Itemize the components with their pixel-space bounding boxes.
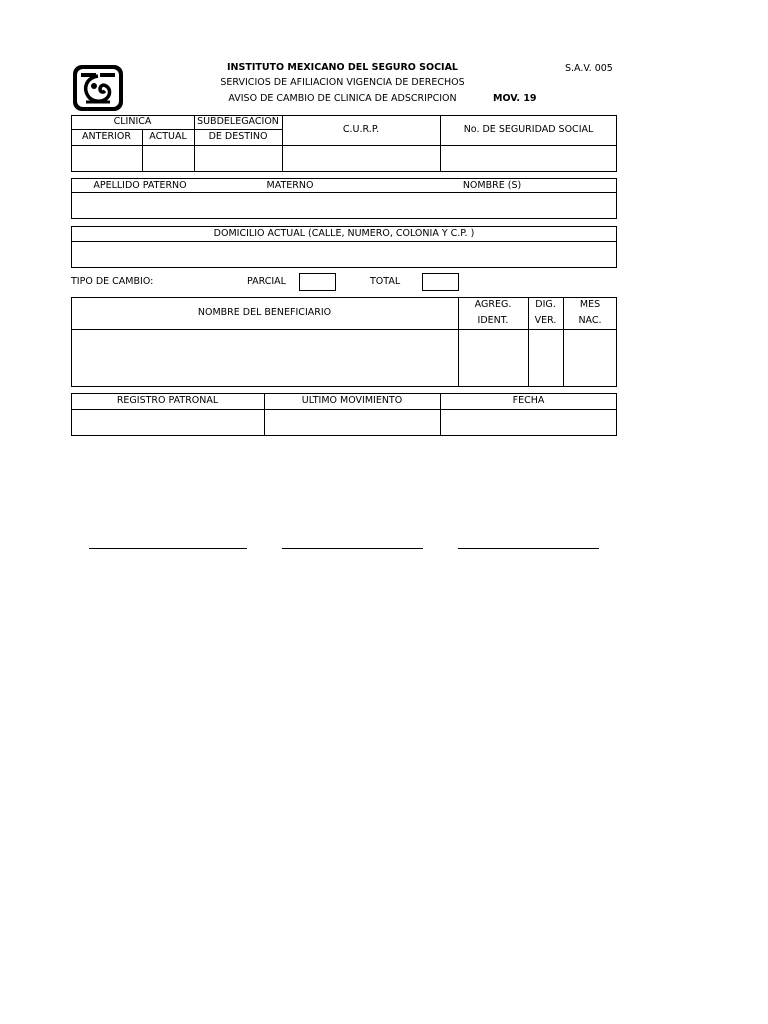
form-title: AVISO DE CAMBIO DE CLINICA DE ADSCRIPCION [228,93,457,104]
beneficiario-field[interactable] [72,330,457,386]
movement-code: MOV. 19 [493,93,537,104]
dig-header: DIG. [535,299,556,310]
registro-header: REGISTRO PATRONAL [116,395,219,406]
signature-line-2[interactable] [282,548,423,549]
signature-line-3[interactable] [458,548,599,549]
mes-header: MES [579,299,601,310]
parcial-label: PARCIAL [247,276,286,287]
materno-header: MATERNO [266,180,314,191]
subdelegacion-header: SUBDELEGACION [197,116,279,127]
fecha-header: FECHA [512,395,545,406]
clinica-actual-field[interactable] [143,146,193,171]
nombre-completo-field[interactable] [72,193,616,218]
clinica-header: CLINICA [113,116,152,127]
nss-field[interactable] [441,146,616,171]
fecha-field[interactable] [441,410,616,435]
institution-name: INSTITUTO MEXICANO DEL SEGURO SOCIAL [227,62,458,73]
nombre-header: NOMBRE (S) [462,180,522,191]
ultimo-field[interactable] [265,410,439,435]
tipo-cambio-label: TIPO DE CAMBIO: [71,276,154,287]
apellido-paterno-header: APELLIDO PATERNO [93,180,187,191]
mes-field[interactable] [564,330,616,386]
parcial-checkbox[interactable] [299,273,336,291]
total-checkbox[interactable] [422,273,459,291]
domicilio-field[interactable] [72,242,616,267]
registro-field[interactable] [72,410,263,435]
form-code: S.A.V. 005 [565,63,613,74]
beneficiario-header: NOMBRE DEL BENEFICIARIO [197,307,332,318]
agreg-header-line2: IDENT. [477,315,509,326]
agreg-field[interactable] [459,330,527,386]
clinica-anterior-field[interactable] [72,146,141,171]
dig-header-line2: VER. [534,315,557,326]
curp-header: C.U.R.P. [342,124,380,135]
domicilio-header: DOMICILIO ACTUAL (CALLE, NUMERO, COLONIA Y C.P. ) [213,228,475,239]
ultimo-header: ULTIMO MOVIMIENTO [301,395,403,406]
subdelegacion-field[interactable] [195,146,281,171]
imss-logo [72,64,124,112]
mes-header-line2: NAC. [578,315,602,326]
agreg-header: AGREG. [474,299,512,310]
curp-field[interactable] [283,146,439,171]
actual-header: ACTUAL [149,131,187,142]
anterior-header: ANTERIOR [82,131,131,142]
nss-header: No. DE SEGURIDAD SOCIAL [463,124,594,135]
service-name: SERVICIOS DE AFILIACION VIGENCIA DE DERECHOS [220,77,465,88]
signature-line-1[interactable] [89,548,247,549]
subdelegacion-header-line2: DE DESTINO [208,131,268,142]
total-label: TOTAL [370,276,401,287]
dig-field[interactable] [529,330,562,386]
